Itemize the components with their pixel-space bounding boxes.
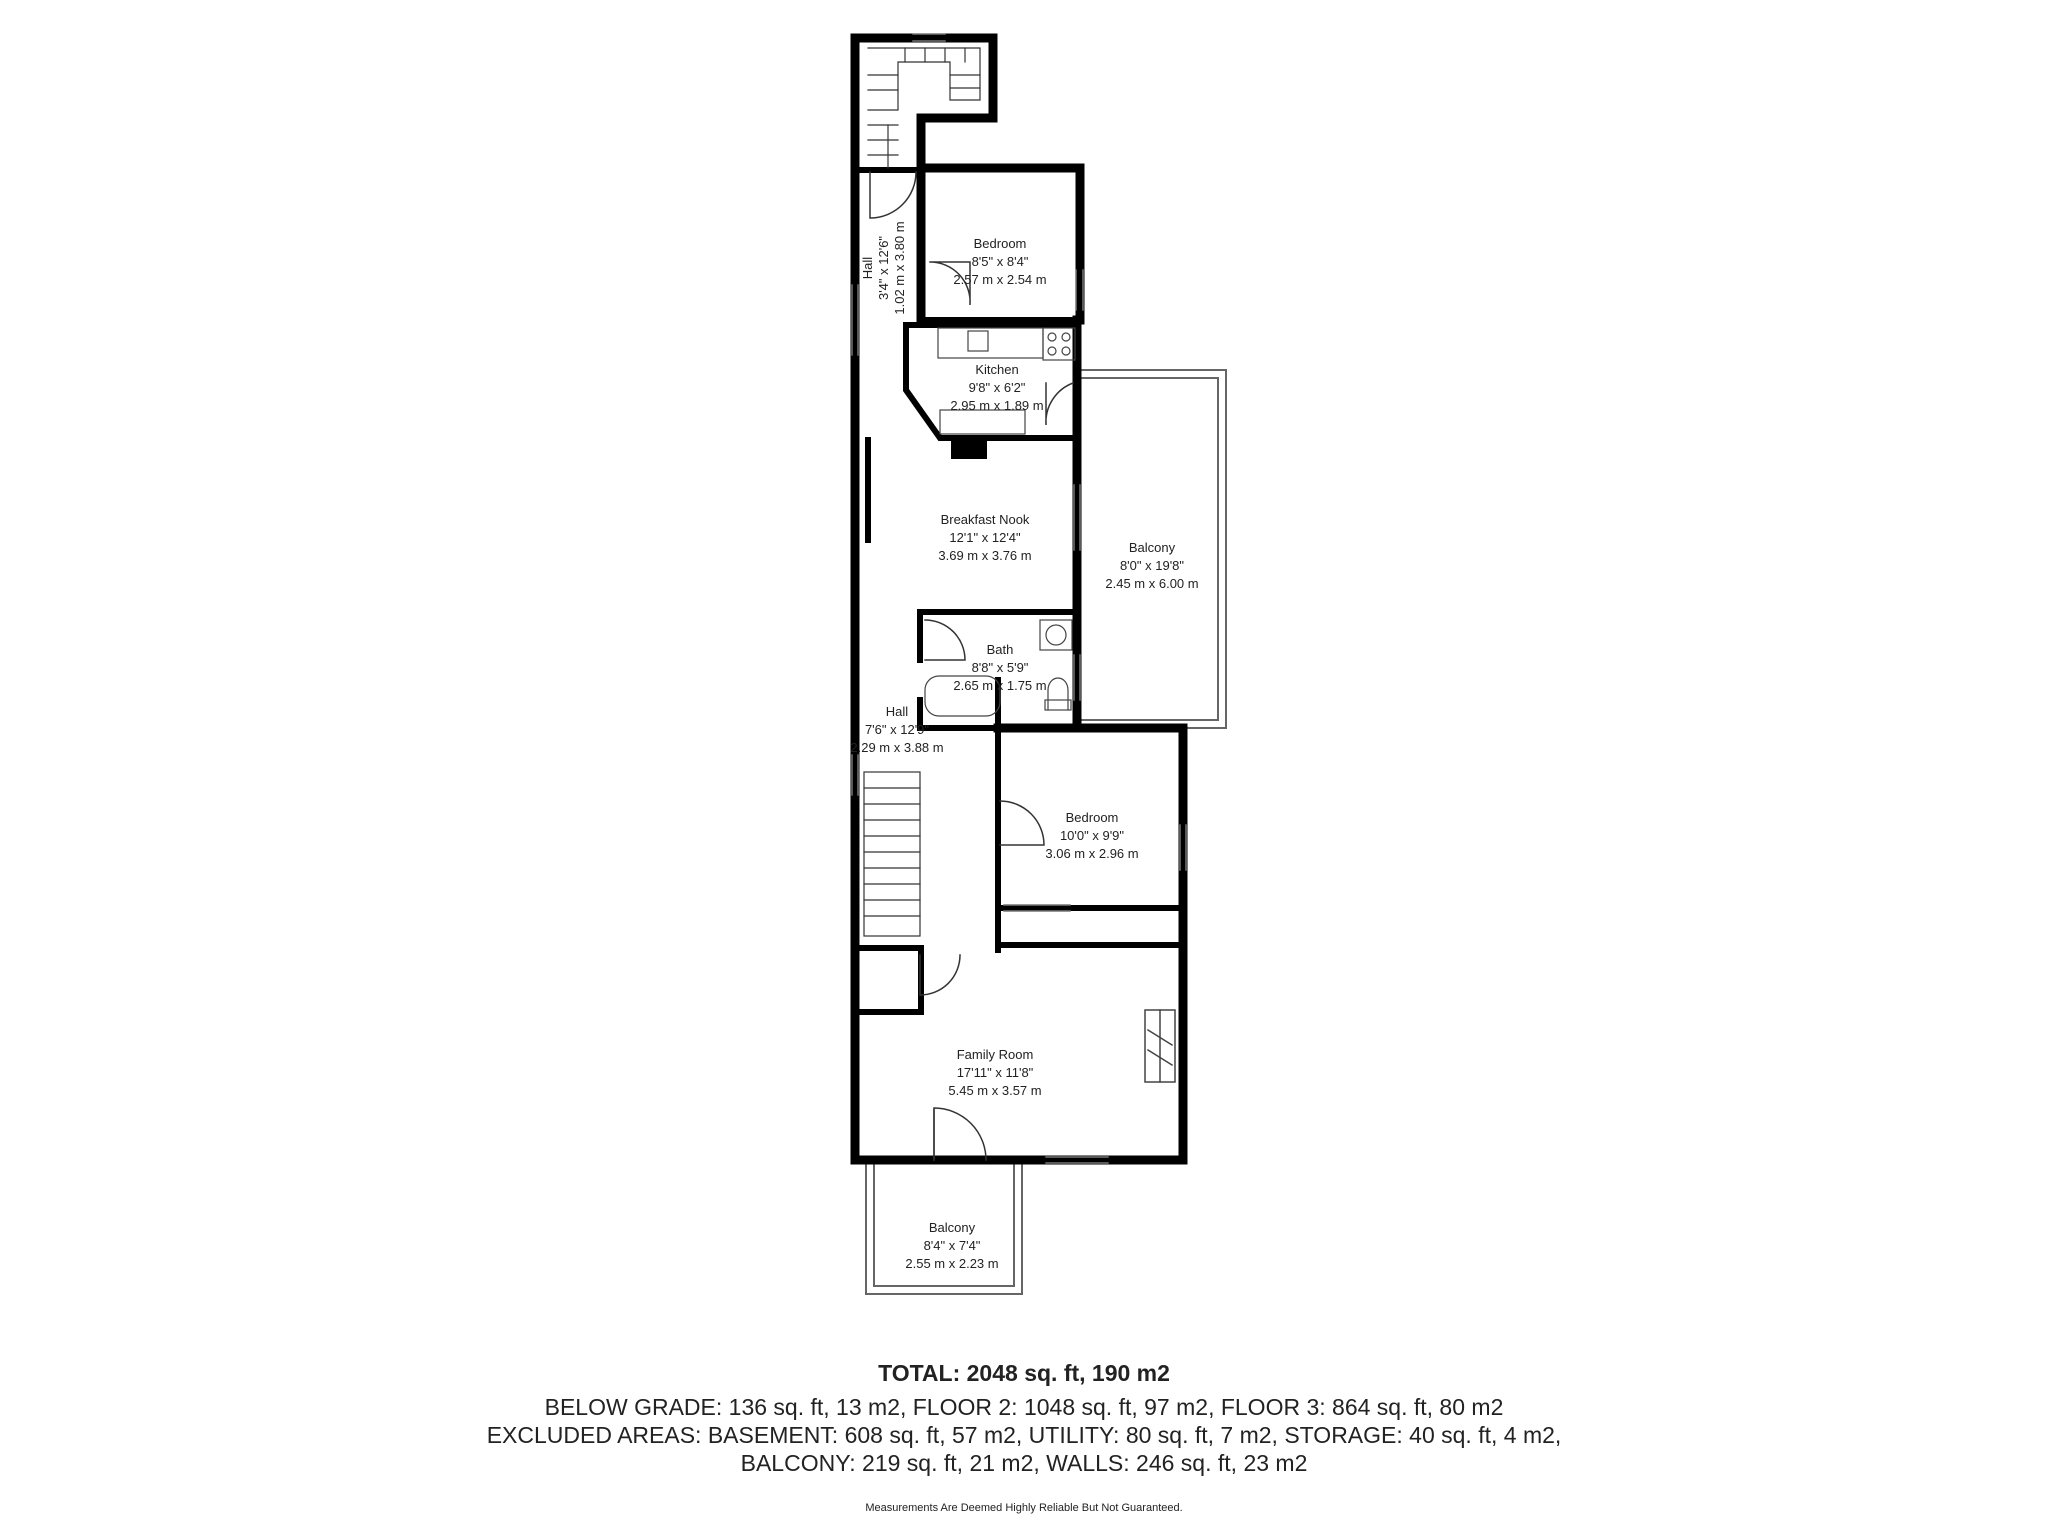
toilet-icon — [1045, 678, 1071, 710]
svg-text:10'0" x 9'9": 10'0" x 9'9" — [1059, 828, 1125, 843]
svg-text:Hall: Hall — [885, 704, 909, 719]
svg-text:2.65 m x 1.75 m: 2.65 m x 1.75 m — [953, 678, 1047, 693]
room-label-hall-top — [860, 221, 907, 314]
svg-text:Balcony: Balcony — [928, 1220, 976, 1235]
svg-text:8'8" x 5'9": 8'8" x 5'9" — [971, 660, 1029, 675]
room-label-family-room — [948, 1047, 1041, 1098]
svg-text:8'0" x 19'8": 8'0" x 19'8" — [1119, 558, 1185, 573]
svg-text:Bath: Bath — [986, 642, 1014, 657]
svg-text:Bedroom: Bedroom — [1065, 810, 1119, 825]
svg-text:12'1" x 12'4": 12'1" x 12'4" — [949, 530, 1021, 545]
svg-text:2.55 m x 2.23 m: 2.55 m x 2.23 m — [905, 1256, 999, 1271]
svg-text:3.69 m x 3.76 m: 3.69 m x 3.76 m — [938, 548, 1032, 563]
svg-text:2.57 m x 2.54 m: 2.57 m x 2.54 m — [953, 272, 1047, 287]
svg-text:5.45 m x 3.57 m: 5.45 m x 3.57 m — [948, 1083, 1042, 1098]
sink-icon — [1040, 620, 1072, 650]
svg-text:3.06 m x 2.96 m: 3.06 m x 2.96 m — [1045, 846, 1139, 861]
disclaimer: Measurements Are Deemed Highly Reliable But Not Guaranteed. — [865, 1502, 1183, 1514]
svg-text:8'4" x 7'4": 8'4" x 7'4" — [923, 1238, 981, 1253]
room-label-breakfast-nook — [938, 512, 1031, 563]
total-area: TOTAL: 2048 sq. ft, 190 m2 — [878, 1360, 1170, 1386]
windows — [852, 34, 1186, 1163]
svg-text:2.45 m x 6.00 m: 2.45 m x 6.00 m — [1105, 576, 1199, 591]
exterior-walls — [855, 38, 1183, 1160]
svg-text:17'11" x 11'8": 17'11" x 11'8" — [956, 1065, 1034, 1080]
svg-text:1.02 m x 3.80 m: 1.02 m x 3.80 m — [892, 221, 907, 315]
svg-text:Kitchen: Kitchen — [975, 362, 1019, 377]
room-label-bedroom-middle — [1045, 810, 1138, 861]
fireplace-icon — [1145, 1010, 1175, 1082]
svg-text:2.29 m x 3.88 m: 2.29 m x 3.88 m — [850, 740, 944, 755]
svg-text:Breakfast Nook: Breakfast Nook — [940, 512, 1030, 527]
svg-text:Balcony: Balcony — [1128, 540, 1176, 555]
stairs-middle — [864, 772, 920, 936]
svg-text:3'4" x 12'6": 3'4" x 12'6" — [876, 235, 891, 301]
area-breakdown-excluded: EXCLUDED AREAS: BASEMENT: 608 sq. ft, 57 m2, UTILITY: 80 sq. ft, 7 m2, STORAGE: 40 sq. ft, 4 m2, — [486, 1422, 1562, 1448]
svg-text:2.95 m x 1.89 m: 2.95 m x 1.89 m — [950, 398, 1044, 413]
svg-text:8'5" x 8'4": 8'5" x 8'4" — [971, 254, 1029, 269]
room-label-balcony-south — [905, 1220, 998, 1271]
area-breakdown-floors: BELOW GRADE: 136 sq. ft, 13 m2, FLOOR 2: 1048 sq. ft, 97 m2, FLOOR 3: 864 sq. ft, 80 m2 — [544, 1394, 1504, 1420]
svg-text:Hall: Hall — [860, 256, 875, 280]
svg-text:7'6" x 12'9": 7'6" x 12'9" — [864, 722, 930, 737]
room-label-bath — [953, 642, 1046, 693]
room-label-kitchen — [950, 362, 1043, 413]
svg-text:Family Room: Family Room — [956, 1047, 1034, 1062]
svg-text:Bedroom: Bedroom — [973, 236, 1027, 251]
room-label-balcony-east — [1105, 540, 1198, 591]
stove-icon — [1043, 328, 1075, 360]
area-breakdown-excluded-cont: BALCONY: 219 sq. ft, 21 m2, WALLS: 246 sq. ft, 23 m2 — [740, 1450, 1308, 1476]
svg-text:9'8" x 6'2": 9'8" x 6'2" — [968, 380, 1026, 395]
